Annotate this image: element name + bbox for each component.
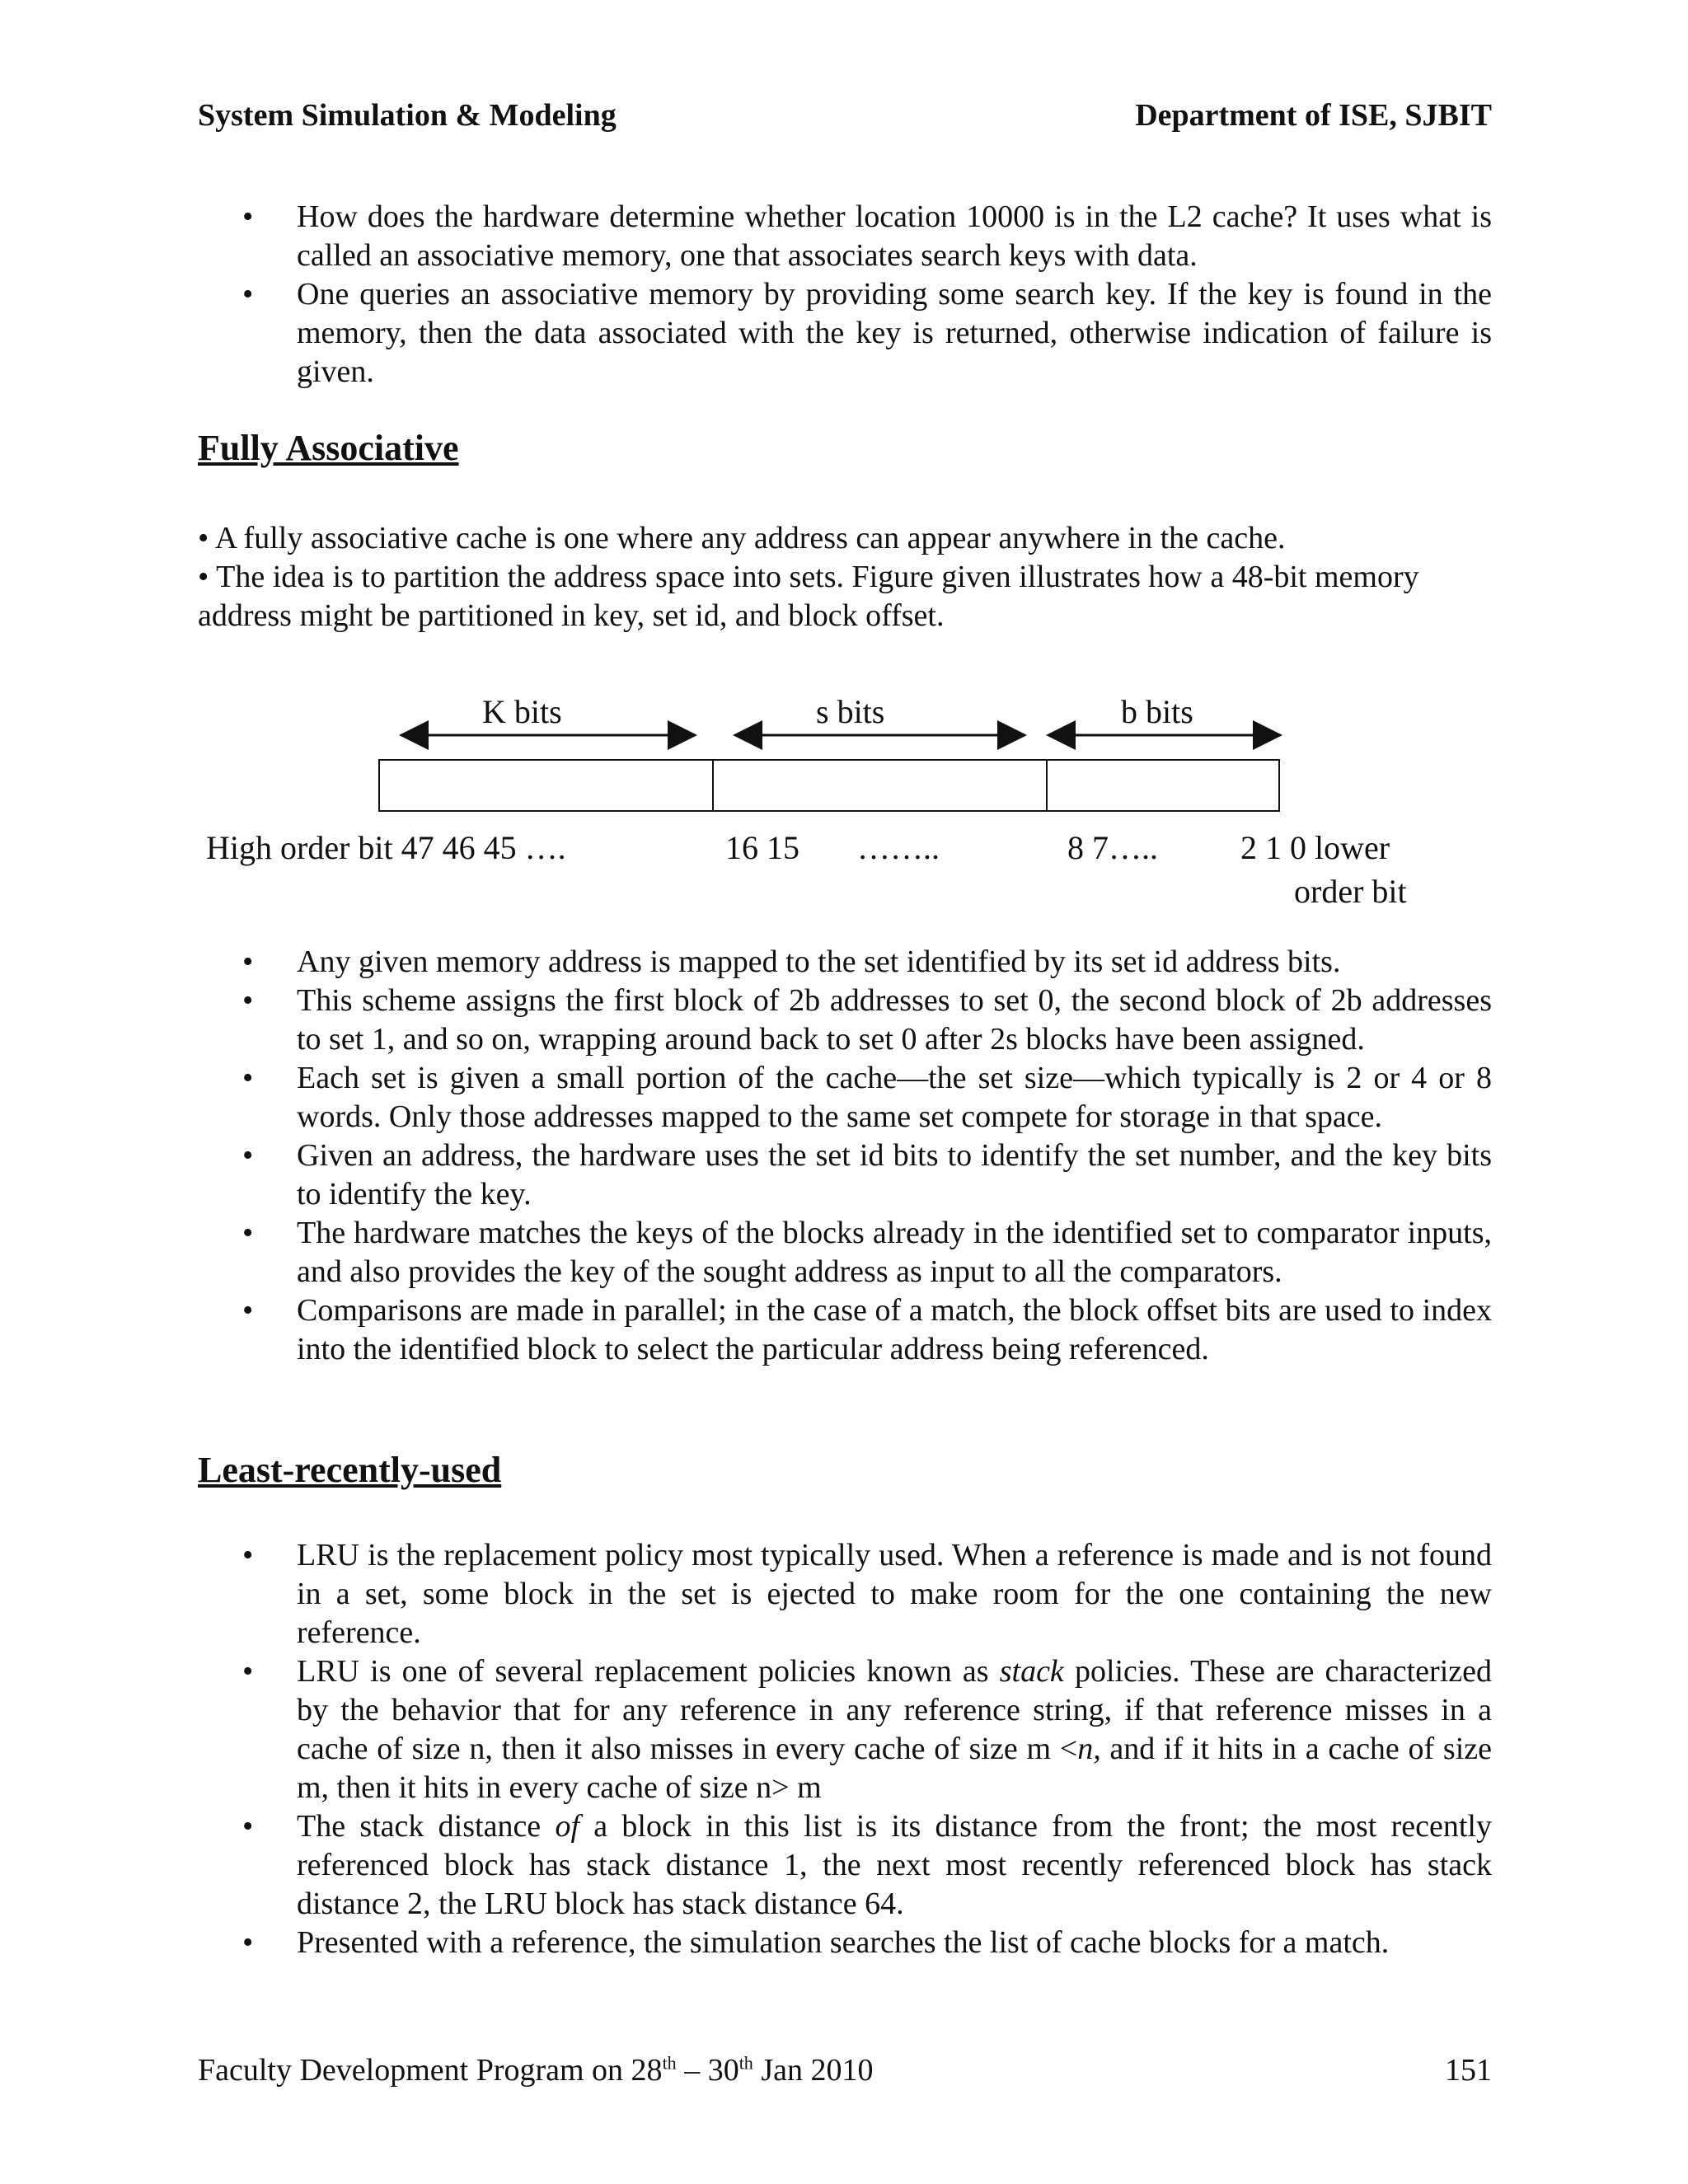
s-bits-label: s bits (816, 693, 885, 730)
block-offset-field-box (1047, 760, 1279, 811)
page-header (198, 97, 1492, 138)
section2-bullet-list (198, 1536, 1492, 1962)
key-field-box (379, 760, 713, 811)
list-item: • The hardware matches the keys of the blocks already in the identified set to comparator inputs, and also provides the key of the sought address as input to all the comparators. (242, 1216, 1492, 1289)
page-number: 151 (1445, 2053, 1492, 2088)
list-item: • Presented with a reference, the simulation searches the list of cache blocks for a match. (242, 1925, 1390, 1960)
paragraph: • A fully associative cache is one where any address can appear anywhere in the cache. (198, 521, 1286, 555)
bits-16-15-label: 16 15 (725, 829, 799, 866)
footer-program-text: Faculty Development Program on 28th – 30th Jan 2010 (198, 2052, 874, 2088)
header-department: Department of ISE, SJBIT (1135, 98, 1492, 133)
list-item: • LRU is the replacement policy most typically used. When a reference is made and is not found in a set, some block in the set is ejected to make room for the one containing the new reference. (242, 1538, 1492, 1650)
b-bits-label: b bits (1121, 693, 1193, 730)
list-item: • LRU is one of several replacement policies known as stack policies. These are characterized by the behavior that for any reference in any reference string, if that reference misses in a cache of size n, then it also misses in every cache of size m <n, and if it hits in a cache of size m, then it hits in every cache of size n> m (242, 1654, 1492, 1805)
section-heading-fully-associative: Fully Associative (198, 428, 459, 468)
k-bits-label: K bits (482, 693, 562, 730)
list-item: • Any given memory address is mapped to the set identified by its set id address bits. (242, 944, 1341, 979)
list-item: • One queries an associative memory by providing some search key. If the key is found in the memory, then the data associated with the key is returned, otherwise indication of failure is given. (242, 277, 1492, 389)
bits-2-1-0-label: 2 1 0 lower (1240, 829, 1390, 866)
order-bit-label: order bit (1294, 873, 1407, 910)
section1-intro-text (198, 519, 1492, 635)
intro-bullet-list (198, 198, 1492, 391)
high-order-bit-label: High order bit 47 46 45 …. (206, 829, 566, 866)
list-item: • This scheme assigns the first block of 2b addresses to set 0, the second block of 2b addresses to set 1, and so on, wrapping around back to set 0 after 2s blocks have been assigned. (242, 983, 1492, 1057)
section-heading-lru: Least-recently-used (198, 1450, 502, 1490)
paragraph: • The idea is to partition the address space into sets. Figure given illustrates how a 48-bit memory address might be partitioned in key, set id, and block offset. (198, 560, 1419, 633)
list-item: • Given an address, the hardware uses the set id bits to identify the set number, and the key bits to identify the key. (242, 1138, 1492, 1212)
header-course-title: System Simulation & Modeling (198, 98, 617, 133)
page-footer (198, 2052, 1492, 2102)
list-item: • Each set is given a small portion of the cache—the set size—which typically is 2 or 4 or 8 words. Only those addresses mapped to the same set compete for storage in that space. (242, 1061, 1492, 1134)
list-item: • How does the hardware determine whether location 10000 is in the L2 cache? It uses what is called an associative memory, one that associates search keys with data. (242, 199, 1492, 273)
ellipsis-label: …….. (857, 829, 940, 866)
address-partition-diagram (198, 692, 1492, 923)
set-id-field-box (713, 760, 1047, 811)
document-page (198, 0, 1492, 2184)
list-item: • The stack distance of a block in this list is its distance from the front; the most recently referenced block has stack distance 1, the next most recently referenced block has stack distance 2, the LRU block has stack distance 64. (242, 1809, 1492, 1921)
bits-8-7-label: 8 7….. (1067, 829, 1158, 866)
list-item: • Comparisons are made in parallel; in the case of a match, the block offset bits are used to index into the identified block to select the particular address being referenced. (242, 1293, 1492, 1366)
section1-bullet-list (198, 943, 1492, 1369)
